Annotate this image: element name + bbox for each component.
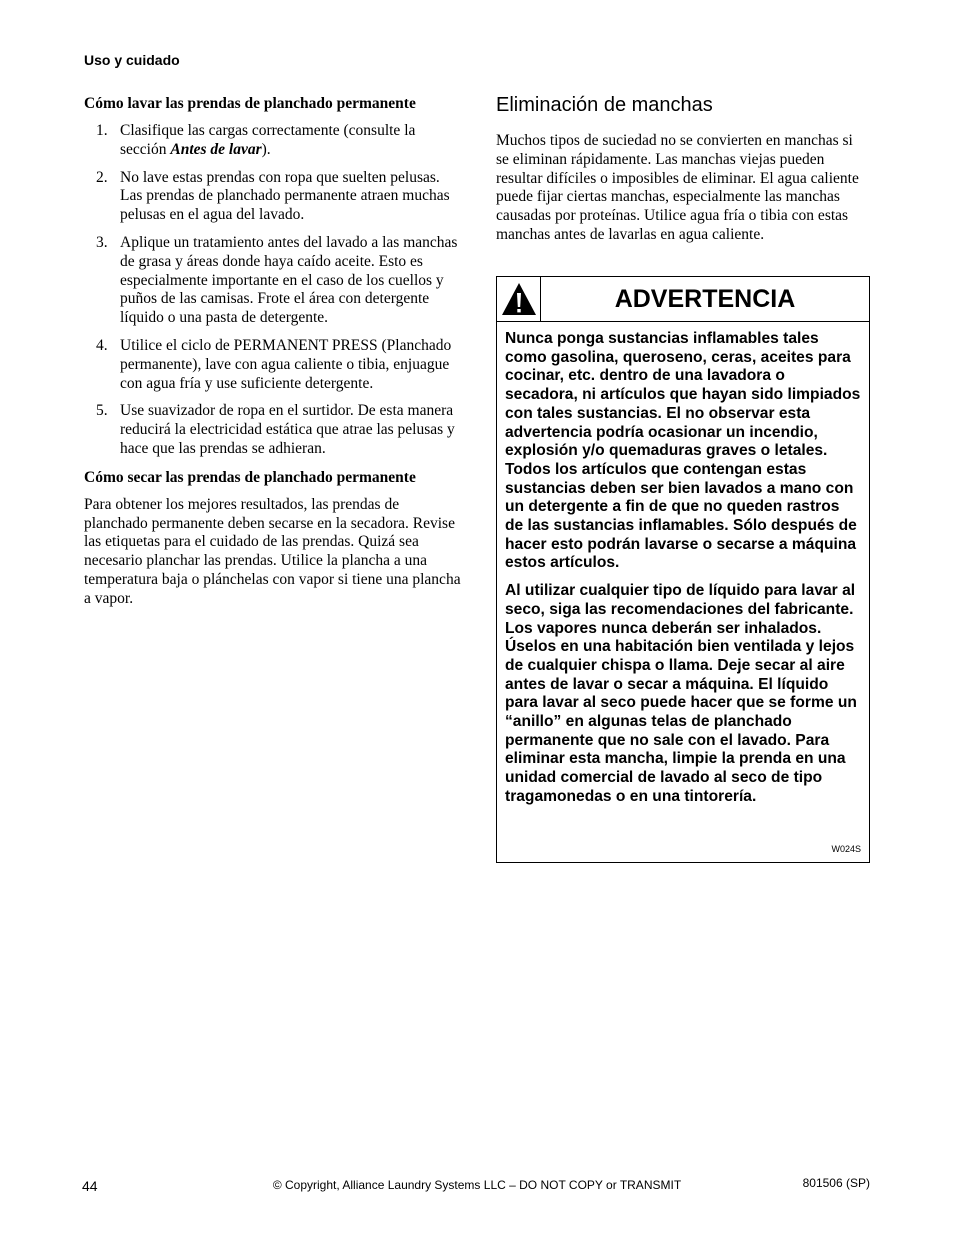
step-text: Use suavizador de ropa en el surtidor. De esta manera reducirá la electricidad estática que atrae las pelusas y hace que las prendas se adhieran. <box>120 402 455 457</box>
document-number: 801506 (SP) <box>802 1176 870 1190</box>
warning-paragraph-dry-cleaning: Al utilizar cualquier tipo de líquido para lavar al seco, siga las recomendaciones del fabricante. Los vapores nunca deberán ser inhalados. Úselos en una habitación bien ventilada y lejos de cualquier chispa o llama. Deje secar al aire antes de lavar o secar a máquina. El líquido para lavar al seco puede hacer que se forme un “anillo” en algunas telas de planchado permanente que no sale con el lavado. Para eliminar esta mancha, limpie la prenda en una unidad comercial de lavado al seco de tipo tragamonedas o en una tintorería. <box>505 582 857 805</box>
step-number: 2. <box>96 168 108 186</box>
warning-title: ADVERTENCIA <box>614 285 796 313</box>
list-item <box>84 122 462 160</box>
step-text: Clasifique las cargas correctamente (consulte la sección <box>120 122 416 158</box>
step-number: 1. <box>96 122 108 139</box>
warning-paragraph-flammables: Nunca ponga sustancias inflamables tales como gasolina, queroseno, ceras, aceites para cocinar, etc. dentro de una lavadora o secadora, ni artículos que hayan sido limpiados con tales sustancias. El no observar esta advertencia podría ocasionar un incendio, explosión y/o quemaduras graves o letales. Todos los artículos que contengan estas sustancias deben ser bien lavados a mano con un detergente a fin de que no queden rastros de las sustancias inflamables. Sólo después de hacer esto podrán lavarse o secarse a máquina estos artículos. <box>505 330 861 572</box>
section-label: Uso y cuidado <box>84 52 180 68</box>
left-column <box>84 94 462 609</box>
step-text-end: ). <box>261 140 271 158</box>
list-item <box>84 169 462 225</box>
step-text: Utilice el ciclo de PERMANENT PRESS (Planchado permanente), lave con agua caliente o tibia, enjuague con agua fría y use suficiente detergente. <box>120 336 452 392</box>
page-number: 44 <box>82 1178 98 1194</box>
step-number: 5. <box>96 402 108 420</box>
list-item <box>84 234 462 328</box>
warning-box <box>496 276 870 863</box>
wash-steps-list <box>84 122 462 459</box>
warning-code: W024S <box>831 844 861 854</box>
dry-paragraph: Para obtener los mejores resultados, las prendas de planchado permanente deben secarse en la secadora. Revise las etiquetas para el cuidado de las prendas. Quizá sea necesario planchar las prendas. Utilice la plancha a una temperatura baja o plánchelas con vapor si tiene una plancha a vapor. <box>84 495 461 607</box>
stain-heading: Eliminación de manchas <box>496 94 713 116</box>
warning-header <box>497 277 869 322</box>
copyright-notice: © Copyright, Alliance Laundry Systems LLC – DO NOT COPY or TRANSMIT <box>272 1178 682 1192</box>
warning-body <box>497 322 869 807</box>
step-text: Aplique un tratamiento antes del lavado a las manchas de grasa y áreas donde haya caído aceite. Esto es especialmente importante en el caso de los cuellos y puños de las camisas. Frote el área con detergente líquido o una pasta de detergente. <box>120 233 458 327</box>
stain-paragraph: Muchos tipos de suciedad no se convierten en manchas si se eliminan rápidamente. Las manchas viejas pueden resultar difíciles o imposibles de eliminar. El agua caliente puede fijar ciertas manchas, especialmente las manchas causadas por proteínas. Utilice agua fría o tibia con estas manchas antes de lavarlas en agua caliente. <box>496 132 859 243</box>
warning-icon-cell <box>497 277 541 321</box>
step-text: No lave estas prendas con ropa que suelten pelusas. Las prendas de planchado permanente atraen muchas pelusas en el agua del lavado. <box>120 168 450 224</box>
step-number: 3. <box>96 233 108 251</box>
list-item <box>84 337 462 393</box>
step-number: 4. <box>96 336 108 354</box>
list-item <box>84 402 462 458</box>
right-column <box>496 92 872 245</box>
step-reference: Antes de lavar <box>170 140 262 158</box>
dry-heading: Cómo secar las prendas de planchado permanente <box>84 468 416 486</box>
wash-heading: Cómo lavar las prendas de planchado permanente <box>84 95 416 112</box>
